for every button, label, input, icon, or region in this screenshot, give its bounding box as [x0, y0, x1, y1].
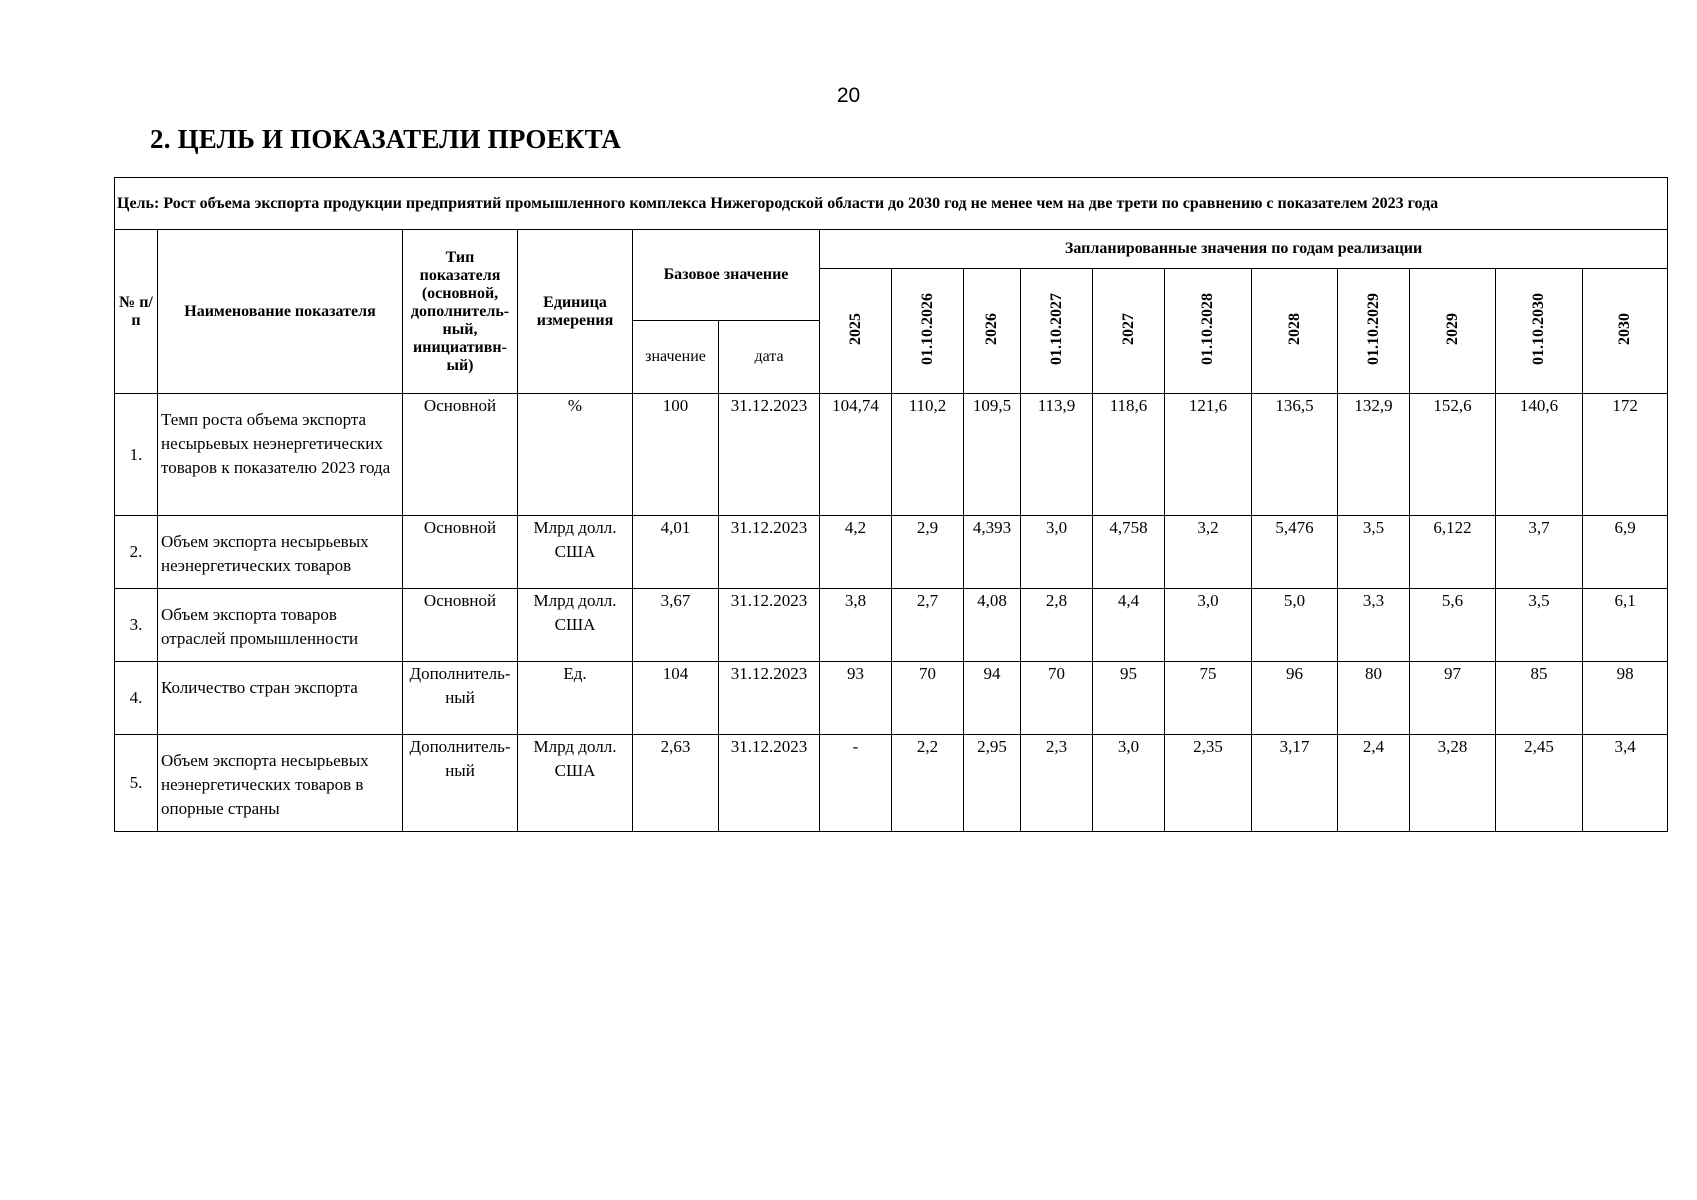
row-year-value: 70: [892, 662, 964, 735]
row-name: Объем экспорта товаров отраслей промышленности: [158, 589, 403, 662]
row-year-value: 3,0: [1093, 735, 1165, 832]
row-year-value: 6,1: [1583, 589, 1668, 662]
header-name: Наименование показателя: [158, 230, 403, 394]
header-year-label: 2027: [1119, 312, 1137, 345]
header-year: [1252, 269, 1338, 394]
header-unit: Единица измерения: [518, 230, 633, 394]
goal-text: Цель: Рост объема экспорта продукции предприятий промышленного комплекса Нижегородской области до 2030 год не менее чем на две трети по сравнению с показателем 2023 года: [115, 178, 1668, 230]
row-year-value: 3,5: [1338, 516, 1410, 589]
row-year-value: 4,2: [820, 516, 892, 589]
header-year-label: 01.10.2030: [1530, 292, 1547, 365]
row-year-value: 97: [1410, 662, 1496, 735]
row-num: 5.: [115, 735, 158, 832]
row-year-value: 70: [1021, 662, 1093, 735]
header-base: Базовое значение: [633, 230, 820, 321]
row-num: 1.: [115, 394, 158, 516]
row-year-value: 152,6: [1410, 394, 1496, 516]
row-year-value: 3,2: [1165, 516, 1252, 589]
row-year-value: 140,6: [1496, 394, 1583, 516]
row-unit: Млрд долл. США: [518, 735, 633, 832]
row-base-date: 31.12.2023: [719, 735, 820, 832]
header-year: [820, 269, 892, 394]
row-year-value: 3,28: [1410, 735, 1496, 832]
header-year-label: 01.10.2028: [1199, 292, 1216, 365]
row-base-value: 2,63: [633, 735, 719, 832]
header-year-label: 01.10.2029: [1364, 292, 1382, 365]
row-base-value: 3,67: [633, 589, 719, 662]
row-year-value: 136,5: [1252, 394, 1338, 516]
row-year-value: 2,7: [892, 589, 964, 662]
row-year-value: 2,4: [1338, 735, 1410, 832]
goal-row: [115, 178, 1668, 230]
row-year-value: 121,6: [1165, 394, 1252, 516]
header-year-label: 2029: [1443, 312, 1461, 345]
row-year-value: 110,2: [892, 394, 964, 516]
row-year-value: 3,5: [1496, 589, 1583, 662]
row-year-value: 3,7: [1496, 516, 1583, 589]
row-year-value: 5,476: [1252, 516, 1338, 589]
row-year-value: 75: [1165, 662, 1252, 735]
header-year-label: 01.10.2026: [918, 292, 936, 365]
row-unit: Млрд долл. США: [518, 589, 633, 662]
row-base-value: 104: [633, 662, 719, 735]
indicators-table: [114, 177, 1668, 832]
header-planned: Запланированные значения по годам реализации: [820, 230, 1668, 269]
header-year: [1583, 269, 1668, 394]
row-year-value: 2,95: [964, 735, 1021, 832]
row-base-value: 100: [633, 394, 719, 516]
header-base-date: дата: [719, 321, 820, 394]
header-year: [1496, 269, 1583, 394]
row-year-value: 4,4: [1093, 589, 1165, 662]
row-year-value: 3,8: [820, 589, 892, 662]
row-year-value: 2,3: [1021, 735, 1093, 832]
page-number: 20: [836, 84, 861, 107]
header-base-value: значение: [633, 321, 719, 394]
row-year-value: 85: [1496, 662, 1583, 735]
row-year-value: 4,08: [964, 589, 1021, 662]
row-year-value: 96: [1252, 662, 1338, 735]
table-row: [115, 516, 1668, 589]
row-name: Количество стран экспорта: [158, 662, 403, 735]
header-row-1: [115, 230, 1668, 269]
row-year-value: 5,6: [1410, 589, 1496, 662]
row-year-value: 80: [1338, 662, 1410, 735]
row-year-value: 94: [964, 662, 1021, 735]
header-year-label: 2025: [846, 312, 864, 345]
row-year-value: 3,17: [1252, 735, 1338, 832]
row-year-value: 93: [820, 662, 892, 735]
row-year-value: 95: [1093, 662, 1165, 735]
table-row: [115, 735, 1668, 832]
header-year: [1338, 269, 1410, 394]
header-type: Тип показателя (основной, дополнительный, инициативный): [403, 230, 518, 394]
row-num: 4.: [115, 662, 158, 735]
row-year-value: 5,0: [1252, 589, 1338, 662]
table-body: [115, 394, 1668, 832]
row-year-value: 172: [1583, 394, 1668, 516]
row-unit: %: [518, 394, 633, 516]
row-year-value: 109,5: [964, 394, 1021, 516]
row-type: Дополнительный: [403, 735, 518, 832]
row-name: Объем экспорта несырьевых неэнергетических товаров в опорные страны: [158, 735, 403, 832]
header-year: [1021, 269, 1093, 394]
row-year-value: 2,2: [892, 735, 964, 832]
row-num: 2.: [115, 516, 158, 589]
row-year-value: 3,4: [1583, 735, 1668, 832]
row-year-value: 113,9: [1021, 394, 1093, 516]
row-type: Основной: [403, 516, 518, 589]
row-year-value: -: [820, 735, 892, 832]
row-base-date: 31.12.2023: [719, 589, 820, 662]
header-year: [964, 269, 1021, 394]
row-base-date: 31.12.2023: [719, 394, 820, 516]
header-num: № п/п: [115, 230, 158, 394]
row-base-date: 31.12.2023: [719, 662, 820, 735]
row-year-value: 3,0: [1165, 589, 1252, 662]
row-year-value: 4,393: [964, 516, 1021, 589]
row-year-value: 4,758: [1093, 516, 1165, 589]
row-type: Основной: [403, 589, 518, 662]
header-year: [1093, 269, 1165, 394]
row-year-value: 6,9: [1583, 516, 1668, 589]
row-year-value: 132,9: [1338, 394, 1410, 516]
row-year-value: 118,6: [1093, 394, 1165, 516]
row-year-value: 2,45: [1496, 735, 1583, 832]
row-base-date: 31.12.2023: [719, 516, 820, 589]
row-year-value: 98: [1583, 662, 1668, 735]
row-year-value: 6,122: [1410, 516, 1496, 589]
row-year-value: 3,3: [1338, 589, 1410, 662]
row-unit: Млрд долл. США: [518, 516, 633, 589]
row-year-value: 104,74: [820, 394, 892, 516]
header-year-label: 01.10.2027: [1047, 292, 1065, 365]
header-year: [892, 269, 964, 394]
row-type: Основной: [403, 394, 518, 516]
row-year-value: 3,0: [1021, 516, 1093, 589]
row-name: Темп роста объема экспорта несырьевых неэнергетических товаров к показателю 2023 года: [158, 394, 403, 516]
header-year-label: 2028: [1285, 312, 1303, 345]
header-year: [1165, 269, 1252, 394]
row-year-value: 2,8: [1021, 589, 1093, 662]
header-year-label: 2030: [1616, 312, 1634, 345]
row-year-value: 2,9: [892, 516, 964, 589]
table-row: [115, 394, 1668, 516]
table-row: [115, 589, 1668, 662]
row-year-value: 2,35: [1165, 735, 1252, 832]
section-title: 2. ЦЕЛЬ И ПОКАЗАТЕЛИ ПРОЕКТА: [150, 124, 622, 154]
row-type: Дополнительный: [403, 662, 518, 735]
row-unit: Ед.: [518, 662, 633, 735]
header-year-label: 2026: [983, 312, 1000, 345]
table-row: [115, 662, 1668, 735]
row-base-value: 4,01: [633, 516, 719, 589]
row-name: Объем экспорта несырьевых неэнергетических товаров: [158, 516, 403, 589]
row-num: 3.: [115, 589, 158, 662]
header-year: [1410, 269, 1496, 394]
